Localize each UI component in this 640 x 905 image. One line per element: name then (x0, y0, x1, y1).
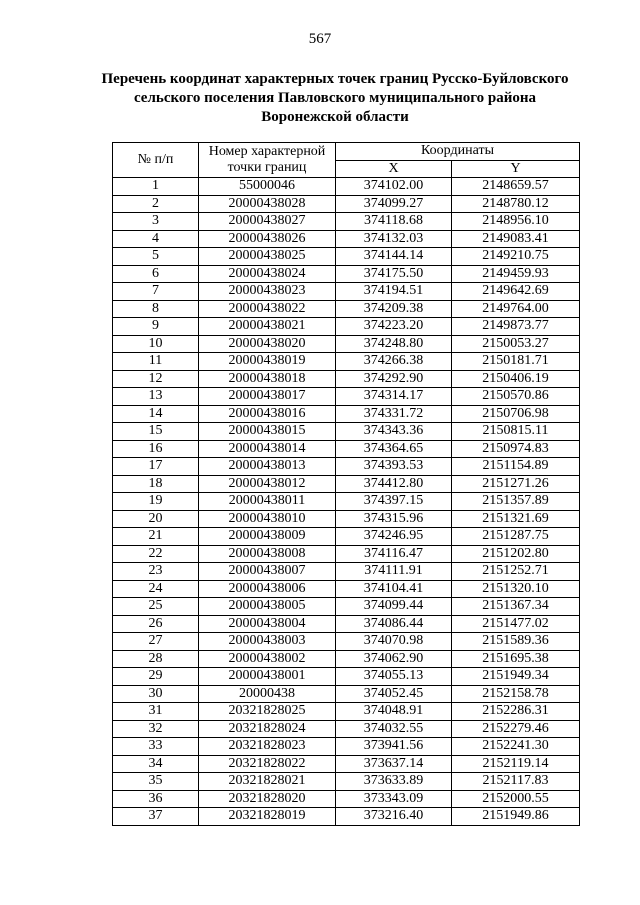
cell-x: 374194.51 (336, 283, 452, 301)
cell-point: 20000438010 (199, 510, 336, 528)
table-row (113, 388, 580, 406)
table-row (113, 668, 580, 686)
cell-point: 20321828020 (199, 790, 336, 808)
cell-num: 22 (113, 545, 199, 563)
table-row (113, 598, 580, 616)
cell-x: 374102.00 (336, 178, 452, 196)
cell-x: 374209.38 (336, 300, 452, 318)
cell-x: 373343.09 (336, 790, 452, 808)
cell-num: 29 (113, 668, 199, 686)
cell-y: 2151202.80 (452, 545, 580, 563)
cell-point: 20321828019 (199, 808, 336, 826)
cell-point: 20000438020 (199, 335, 336, 353)
table-row (113, 300, 580, 318)
table-row (113, 178, 580, 196)
table-row (113, 318, 580, 336)
table-row (113, 755, 580, 773)
cell-y: 2148659.57 (452, 178, 580, 196)
cell-point: 20000438024 (199, 265, 336, 283)
cell-y: 2150706.98 (452, 405, 580, 423)
cell-x: 374246.95 (336, 528, 452, 546)
cell-x: 373633.89 (336, 773, 452, 791)
cell-point: 20000438009 (199, 528, 336, 546)
table-body (113, 178, 580, 826)
document-title: Перечень координат характерных точек границ Русско-Буйловского сельского поселения Павловского муниципального района Воронежской области (101, 71, 569, 125)
table-row (113, 510, 580, 528)
table-row (113, 563, 580, 581)
table-row (113, 335, 580, 353)
table-row (113, 475, 580, 493)
cell-y: 2150053.27 (452, 335, 580, 353)
cell-y: 2151367.34 (452, 598, 580, 616)
cell-point: 20000438014 (199, 440, 336, 458)
cell-x: 374118.68 (336, 213, 452, 231)
cell-x: 374055.13 (336, 668, 452, 686)
cell-point: 20000438003 (199, 633, 336, 651)
cell-point: 20000438022 (199, 300, 336, 318)
cell-num: 5 (113, 248, 199, 266)
cell-num: 23 (113, 563, 199, 581)
cell-y: 2149642.69 (452, 283, 580, 301)
cell-y: 2149764.00 (452, 300, 580, 318)
cell-y: 2151589.36 (452, 633, 580, 651)
table-row (113, 528, 580, 546)
cell-num: 14 (113, 405, 199, 423)
cell-point: 20321828024 (199, 720, 336, 738)
table-row (113, 248, 580, 266)
cell-num: 36 (113, 790, 199, 808)
cell-y: 2151271.26 (452, 475, 580, 493)
cell-point: 20000438027 (199, 213, 336, 231)
table-row (113, 633, 580, 651)
cell-num: 25 (113, 598, 199, 616)
table-row (113, 405, 580, 423)
cell-y: 2150181.71 (452, 353, 580, 371)
cell-point: 20000438 (199, 685, 336, 703)
table-row (113, 213, 580, 231)
table-row (113, 738, 580, 756)
cell-x: 374248.80 (336, 335, 452, 353)
cell-num: 17 (113, 458, 199, 476)
cell-x: 374393.53 (336, 458, 452, 476)
cell-x: 374116.47 (336, 545, 452, 563)
cell-x: 374032.55 (336, 720, 452, 738)
cell-point: 20321828022 (199, 755, 336, 773)
cell-x: 374364.65 (336, 440, 452, 458)
cell-point: 20000438028 (199, 195, 336, 213)
table-row (113, 773, 580, 791)
cell-y: 2150406.19 (452, 370, 580, 388)
cell-x: 374070.98 (336, 633, 452, 651)
cell-y: 2152158.78 (452, 685, 580, 703)
header-point: Номер характерной точки границ (199, 143, 336, 178)
table-row (113, 720, 580, 738)
cell-num: 20 (113, 510, 199, 528)
cell-x: 374052.45 (336, 685, 452, 703)
header-y: Y (452, 160, 580, 178)
cell-y: 2150974.83 (452, 440, 580, 458)
cell-x: 374099.27 (336, 195, 452, 213)
cell-x: 374397.15 (336, 493, 452, 511)
table-row (113, 703, 580, 721)
cell-x: 374099.44 (336, 598, 452, 616)
cell-y: 2148780.12 (452, 195, 580, 213)
cell-x: 373216.40 (336, 808, 452, 826)
cell-y: 2149210.75 (452, 248, 580, 266)
table-row (113, 615, 580, 633)
cell-point: 20000438026 (199, 230, 336, 248)
table-row (113, 230, 580, 248)
table-row (113, 650, 580, 668)
cell-y: 2151695.38 (452, 650, 580, 668)
cell-y: 2151154.89 (452, 458, 580, 476)
cell-point: 20321828021 (199, 773, 336, 791)
table-row (113, 493, 580, 511)
cell-num: 35 (113, 773, 199, 791)
table-row (113, 423, 580, 441)
table-row (113, 283, 580, 301)
cell-x: 374175.50 (336, 265, 452, 283)
cell-point: 20321828023 (199, 738, 336, 756)
cell-x: 374223.20 (336, 318, 452, 336)
cell-num: 10 (113, 335, 199, 353)
cell-y: 2150815.11 (452, 423, 580, 441)
cell-num: 33 (113, 738, 199, 756)
page-number: 567 (308, 31, 332, 47)
cell-x: 374331.72 (336, 405, 452, 423)
cell-y: 2152119.14 (452, 755, 580, 773)
cell-x: 374104.41 (336, 580, 452, 598)
cell-num: 16 (113, 440, 199, 458)
cell-x: 374315.96 (336, 510, 452, 528)
cell-num: 34 (113, 755, 199, 773)
cell-num: 31 (113, 703, 199, 721)
cell-num: 21 (113, 528, 199, 546)
cell-x: 374266.38 (336, 353, 452, 371)
cell-num: 27 (113, 633, 199, 651)
cell-y: 2151949.86 (452, 808, 580, 826)
cell-y: 2152241.30 (452, 738, 580, 756)
table-row (113, 458, 580, 476)
cell-point: 20000438015 (199, 423, 336, 441)
cell-point: 20000438018 (199, 370, 336, 388)
cell-point: 20000438017 (199, 388, 336, 406)
cell-y: 2149873.77 (452, 318, 580, 336)
cell-num: 28 (113, 650, 199, 668)
cell-num: 24 (113, 580, 199, 598)
cell-y: 2151949.34 (452, 668, 580, 686)
cell-point: 20000438013 (199, 458, 336, 476)
table-row (113, 353, 580, 371)
table-row (113, 580, 580, 598)
cell-x: 374314.17 (336, 388, 452, 406)
cell-point: 20000438001 (199, 668, 336, 686)
cell-x: 374144.14 (336, 248, 452, 266)
cell-point: 20000438025 (199, 248, 336, 266)
cell-point: 20000438008 (199, 545, 336, 563)
table-row (113, 265, 580, 283)
cell-y: 2151287.75 (452, 528, 580, 546)
cell-y: 2151252.71 (452, 563, 580, 581)
cell-y: 2151477.02 (452, 615, 580, 633)
cell-num: 13 (113, 388, 199, 406)
cell-y: 2152000.55 (452, 790, 580, 808)
header-num: № п/п (113, 143, 199, 178)
cell-point: 20000438016 (199, 405, 336, 423)
cell-point: 20321828025 (199, 703, 336, 721)
cell-num: 3 (113, 213, 199, 231)
cell-y: 2151321.69 (452, 510, 580, 528)
cell-num: 18 (113, 475, 199, 493)
cell-num: 7 (113, 283, 199, 301)
cell-num: 2 (113, 195, 199, 213)
cell-y: 2151357.89 (452, 493, 580, 511)
cell-num: 4 (113, 230, 199, 248)
cell-x: 374062.90 (336, 650, 452, 668)
header-coordinates: Координаты (336, 143, 580, 161)
cell-x: 374343.36 (336, 423, 452, 441)
cell-point: 55000046 (199, 178, 336, 196)
cell-num: 1 (113, 178, 199, 196)
table-row (113, 195, 580, 213)
table-row (113, 440, 580, 458)
cell-x: 374111.91 (336, 563, 452, 581)
cell-x: 374048.91 (336, 703, 452, 721)
cell-x: 373941.56 (336, 738, 452, 756)
cell-point: 20000438011 (199, 493, 336, 511)
cell-x: 374132.03 (336, 230, 452, 248)
cell-point: 20000438023 (199, 283, 336, 301)
cell-num: 11 (113, 353, 199, 371)
cell-point: 20000438005 (199, 598, 336, 616)
coordinates-table (112, 142, 580, 826)
cell-num: 9 (113, 318, 199, 336)
table-row (113, 685, 580, 703)
cell-x: 374086.44 (336, 615, 452, 633)
cell-point: 20000438002 (199, 650, 336, 668)
cell-x: 374412.80 (336, 475, 452, 493)
cell-num: 26 (113, 615, 199, 633)
table-row (113, 790, 580, 808)
cell-x: 374292.90 (336, 370, 452, 388)
cell-num: 19 (113, 493, 199, 511)
cell-num: 37 (113, 808, 199, 826)
cell-y: 2151320.10 (452, 580, 580, 598)
cell-y: 2150570.86 (452, 388, 580, 406)
cell-point: 20000438007 (199, 563, 336, 581)
cell-point: 20000438012 (199, 475, 336, 493)
cell-num: 30 (113, 685, 199, 703)
cell-point: 20000438019 (199, 353, 336, 371)
table-row (113, 545, 580, 563)
cell-num: 8 (113, 300, 199, 318)
cell-num: 12 (113, 370, 199, 388)
cell-point: 20000438021 (199, 318, 336, 336)
cell-y: 2149459.93 (452, 265, 580, 283)
cell-y: 2148956.10 (452, 213, 580, 231)
cell-y: 2152286.31 (452, 703, 580, 721)
cell-y: 2152117.83 (452, 773, 580, 791)
cell-y: 2152279.46 (452, 720, 580, 738)
table-row (113, 370, 580, 388)
cell-num: 6 (113, 265, 199, 283)
table-row (113, 808, 580, 826)
header-x: X (336, 160, 452, 178)
cell-y: 2149083.41 (452, 230, 580, 248)
cell-num: 32 (113, 720, 199, 738)
cell-point: 20000438006 (199, 580, 336, 598)
cell-point: 20000438004 (199, 615, 336, 633)
cell-x: 373637.14 (336, 755, 452, 773)
cell-num: 15 (113, 423, 199, 441)
